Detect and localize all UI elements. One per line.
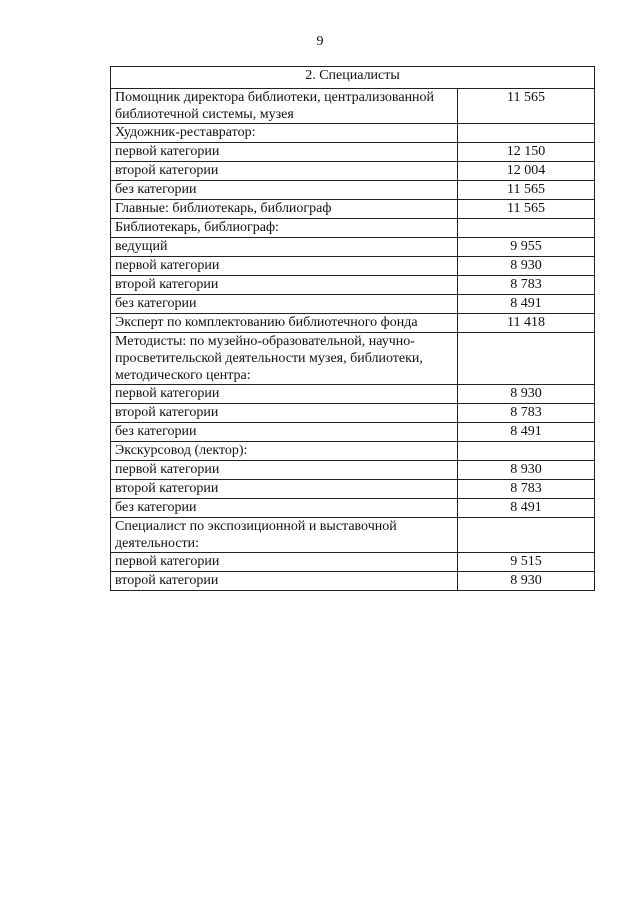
salary-value [458,442,595,461]
table-row [111,442,595,461]
page-number: 9 [316,34,324,49]
table-row [111,572,595,591]
table-row [111,333,595,385]
salary-value: 11 565 [458,89,595,124]
position-name: второй категории [111,572,458,591]
position-name: Главные: библиотекарь, библиограф [111,200,458,219]
table-row [111,238,595,257]
table-row [111,461,595,480]
section-header-row [111,67,595,89]
table-row [111,143,595,162]
salary-value [458,219,595,238]
salary-value [458,124,595,143]
position-name: Методисты: по музейно-образовательной, научно-просветительской деятельности музея, библиотеки, методического центра: [111,333,458,385]
salary-value: 8 930 [458,385,595,404]
salary-value: 9 515 [458,553,595,572]
position-name: первой категории [111,553,458,572]
position-name: первой категории [111,461,458,480]
table-row [111,480,595,499]
table-row [111,295,595,314]
salary-value: 11 565 [458,200,595,219]
position-name: Библиотекарь, библиограф: [111,219,458,238]
salary-value: 8 930 [458,461,595,480]
table-row [111,162,595,181]
position-name: Специалист по экспозиционной и выставочной деятельности: [111,518,458,553]
position-name: второй категории [111,404,458,423]
table-row [111,499,595,518]
table-row [111,423,595,442]
table-row [111,314,595,333]
position-name: Эксперт по комплектованию библиотечного фонда [111,314,458,333]
table-row [111,124,595,143]
table-row [111,518,595,553]
table-row [111,89,595,124]
position-name: без категории [111,181,458,200]
table-row [111,219,595,238]
salary-value: 12 004 [458,162,595,181]
salary-value: 11 565 [458,181,595,200]
table-row [111,276,595,295]
position-name: без категории [111,295,458,314]
salary-value: 8 930 [458,572,595,591]
table-row [111,200,595,219]
table-row [111,257,595,276]
position-name: второй категории [111,162,458,181]
position-name: без категории [111,423,458,442]
position-name: Художник-реставратор: [111,124,458,143]
salary-value: 8 783 [458,276,595,295]
table-row [111,181,595,200]
table-row [111,385,595,404]
position-name: первой категории [111,385,458,404]
salary-value: 8 491 [458,295,595,314]
salary-value [458,518,595,553]
position-name: Экскурсовод (лектор): [111,442,458,461]
table-row [111,553,595,572]
table-row [111,404,595,423]
section-title: 2. Специалисты [111,67,595,89]
position-name: первой категории [111,143,458,162]
salary-value: 8 783 [458,404,595,423]
salary-value [458,333,595,385]
position-name: первой категории [111,257,458,276]
salary-value: 11 418 [458,314,595,333]
salary-value: 9 955 [458,238,595,257]
salary-table [110,66,595,591]
salary-value: 12 150 [458,143,595,162]
salary-value: 8 783 [458,480,595,499]
salary-value: 8 930 [458,257,595,276]
salary-value: 8 491 [458,499,595,518]
salary-value: 8 491 [458,423,595,442]
position-name: второй категории [111,276,458,295]
position-name: ведущий [111,238,458,257]
position-name: Помощник директора библиотеки, централизованной библиотечной системы, музея [111,89,458,124]
position-name: второй категории [111,480,458,499]
position-name: без категории [111,499,458,518]
